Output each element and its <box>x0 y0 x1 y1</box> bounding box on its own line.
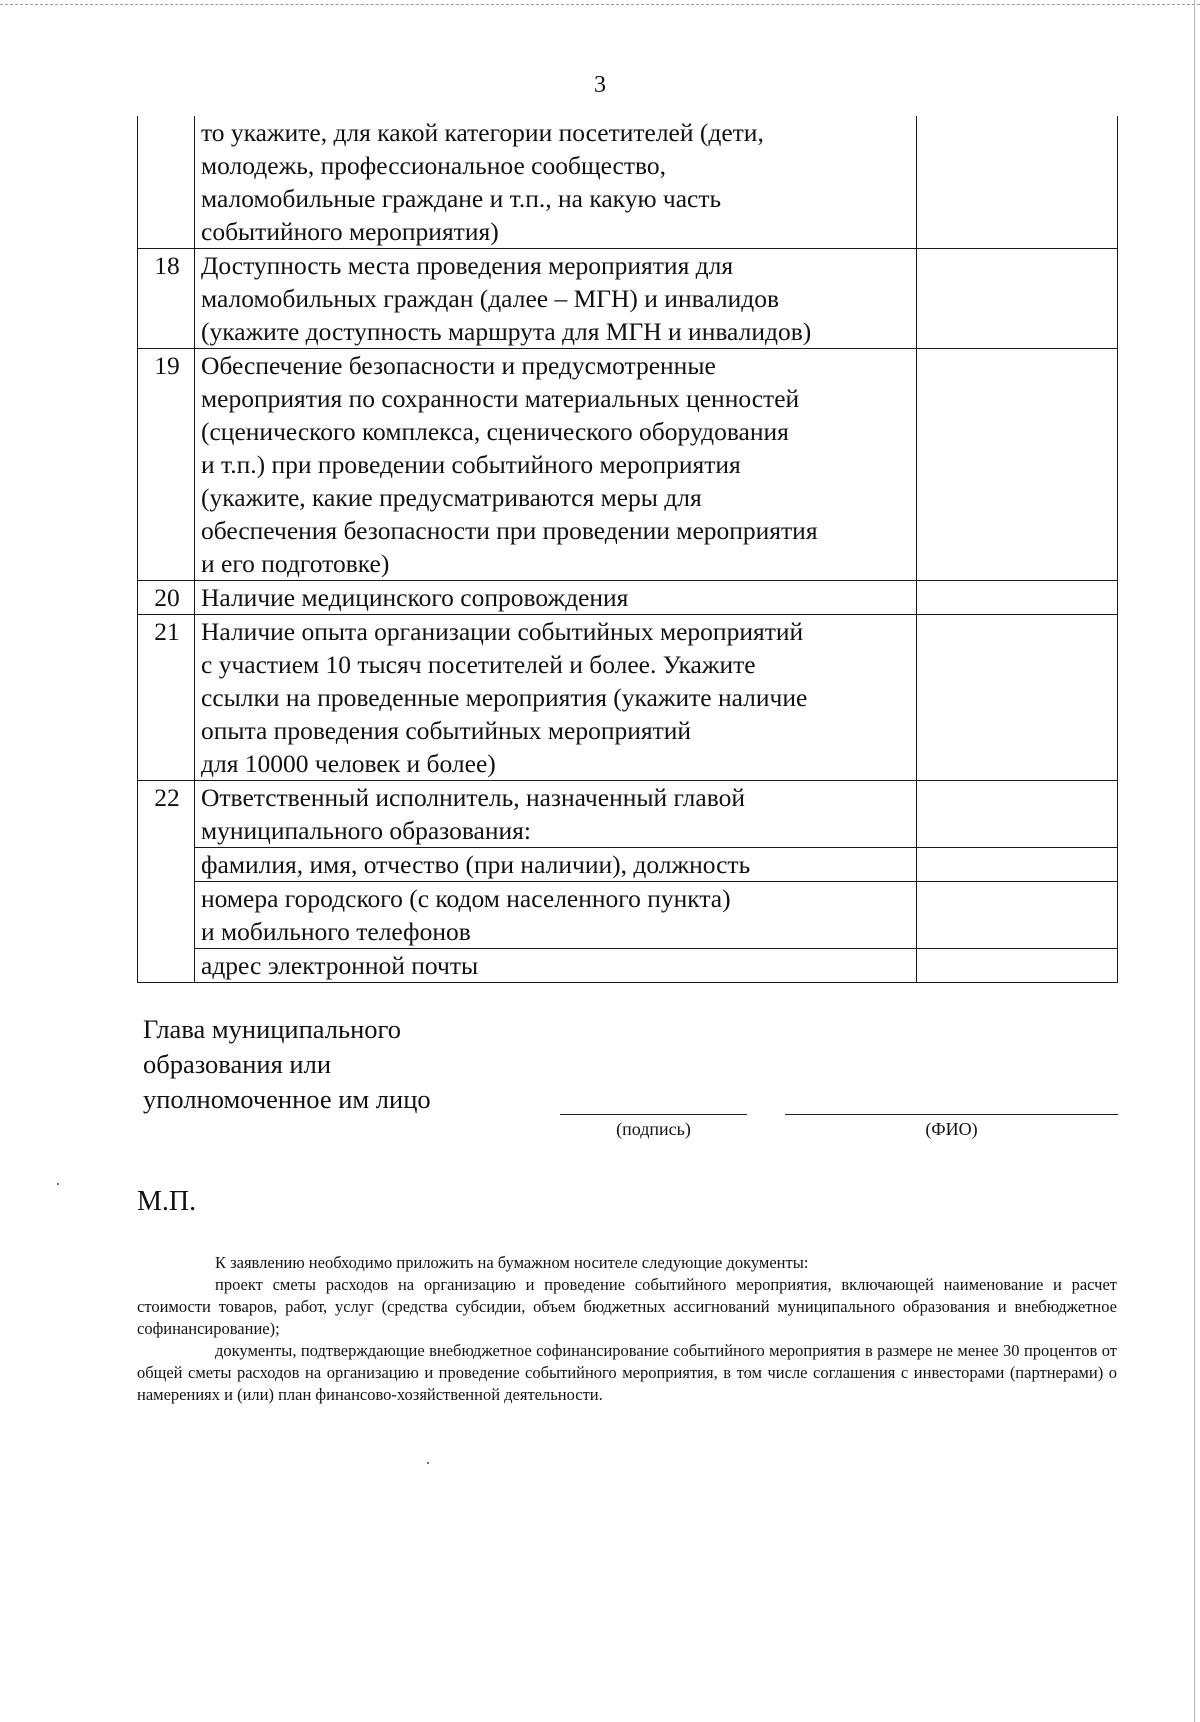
signature-line[interactable] <box>560 1114 747 1115</box>
note-paragraph: К заявлению необходимо приложить на бумажном носителе следующие документы: <box>215 1253 809 1272</box>
answer-cell[interactable] <box>917 949 1118 983</box>
text-line: (сценического комплекса, сценического оборудования <box>201 417 789 446</box>
text-line: и мобильного телефонов <box>201 917 471 946</box>
row-text-cell <box>195 349 917 581</box>
row-number: 18 <box>138 249 195 349</box>
text-line: опыта проведения событийных мероприятий <box>201 716 692 745</box>
text-line: адрес электронной почты <box>201 951 479 980</box>
text-line: (укажите доступность маршрута для МГН и инвалидов) <box>201 317 812 346</box>
answer-cell[interactable] <box>917 349 1118 581</box>
row-number-cell <box>138 116 195 249</box>
row-text-cell <box>195 882 917 949</box>
text-line: Наличие опыта организации событийных мероприятий <box>201 617 804 646</box>
table-row <box>138 848 1118 882</box>
text-line: для 10000 человек и более) <box>201 749 496 778</box>
row-text-cell <box>195 116 917 249</box>
text-line: мероприятия по сохранности материальных ценностей <box>201 384 800 413</box>
text-line: и т.п.) при проведении событийного мероприятия <box>201 450 741 479</box>
signature-caption: (подпись) <box>616 1119 691 1139</box>
text-line: маломобильные граждане и т.п., на какую часть <box>201 184 722 213</box>
row-text-cell <box>195 781 917 848</box>
text-line: Доступность места проведения мероприятия для <box>201 251 734 280</box>
text-line: Глава муниципального <box>143 1014 401 1044</box>
text-line: молодежь, профессиональное сообщество, <box>201 151 667 180</box>
stamp-place-label: М.П. <box>137 1186 197 1217</box>
scan-edge-top <box>0 4 1200 5</box>
scan-speck <box>57 1183 59 1185</box>
text-line: образования или <box>143 1049 331 1079</box>
text-line: обеспечения безопасности при проведении мероприятия <box>201 516 818 545</box>
scan-edge-right <box>1194 0 1195 1722</box>
row-text-cell <box>195 848 917 882</box>
answer-cell[interactable] <box>917 581 1118 615</box>
text-line: номера городского (с кодом населенного пункта) <box>201 884 731 913</box>
table-row <box>138 781 1118 848</box>
text-line: с участием 10 тысяч посетителей и более. Укажите <box>201 650 756 679</box>
row-number: 21 <box>138 615 195 781</box>
answer-cell[interactable] <box>917 116 1118 249</box>
table-row <box>138 581 1118 615</box>
page-number: 3 <box>594 72 606 98</box>
text-line: маломобильных граждан (далее – МГН) и инвалидов <box>201 284 779 313</box>
full-name-line[interactable] <box>785 1114 1118 1115</box>
table-row <box>138 249 1118 349</box>
text-line: Ответственный исполнитель, назначенный главой <box>201 783 745 812</box>
text-line: фамилия, имя, отчество (при наличии), должность <box>201 850 751 879</box>
note-paragraph: проект сметы расходов на организацию и проведение событийного мероприятия, включающей наименование и расчет стоимости товаров, работ, услуг (средства субсидии, объем бюджетных ассигнований муниципального образования и внебюджетное софинансирование); <box>137 1275 1117 1338</box>
row-number: 22 <box>138 781 195 848</box>
text-line: Наличие медицинского сопровождения <box>201 583 629 612</box>
row-number-cell <box>138 949 195 983</box>
table-row <box>138 116 1118 249</box>
row-text-cell <box>195 615 917 781</box>
answer-cell[interactable] <box>917 615 1118 781</box>
text-line: то укажите, для какой категории посетителей (дети, <box>201 118 764 147</box>
text-line: и его подготовке) <box>201 549 390 578</box>
note-paragraph: документы, подтверждающие внебюджетное софинансирование событийного мероприятия в размере не менее 30 процентов от общей сметы расходов на организацию и проведение событийного мероприятия, в том числе соглашения с инвесторами (партнерами) о намерениях и (или) план финансово-хозяйственной деятельности. <box>137 1341 1117 1404</box>
answer-cell[interactable] <box>917 781 1118 848</box>
text-line: Обеспечение безопасности и предусмотренные <box>201 351 716 380</box>
row-text-cell <box>195 581 917 615</box>
row-text-cell <box>195 949 917 983</box>
table-row <box>138 349 1118 581</box>
answer-cell[interactable] <box>917 848 1118 882</box>
row-number-cell <box>138 848 195 882</box>
row-number: 20 <box>138 581 195 615</box>
table-row <box>138 882 1118 949</box>
signatory-title <box>143 1012 431 1117</box>
row-number-cell <box>138 882 195 949</box>
attachments-note <box>137 1252 1117 1406</box>
text-line: событийного мероприятия) <box>201 217 499 246</box>
full-name-caption: (ФИО) <box>925 1119 978 1139</box>
answer-cell[interactable] <box>917 882 1118 949</box>
table-row <box>138 615 1118 781</box>
text-line: (укажите, какие предусматриваются меры для <box>201 483 702 512</box>
row-number: 19 <box>138 349 195 581</box>
row-text-cell <box>195 249 917 349</box>
scan-speck <box>427 1462 429 1464</box>
application-form-table <box>137 116 1118 983</box>
text-line: муниципального образования: <box>201 816 531 845</box>
answer-cell[interactable] <box>917 249 1118 349</box>
text-line: уполномоченное им лицо <box>143 1084 431 1114</box>
table-row <box>138 949 1118 983</box>
text-line: ссылки на проведенные мероприятия (укажите наличие <box>201 683 808 712</box>
